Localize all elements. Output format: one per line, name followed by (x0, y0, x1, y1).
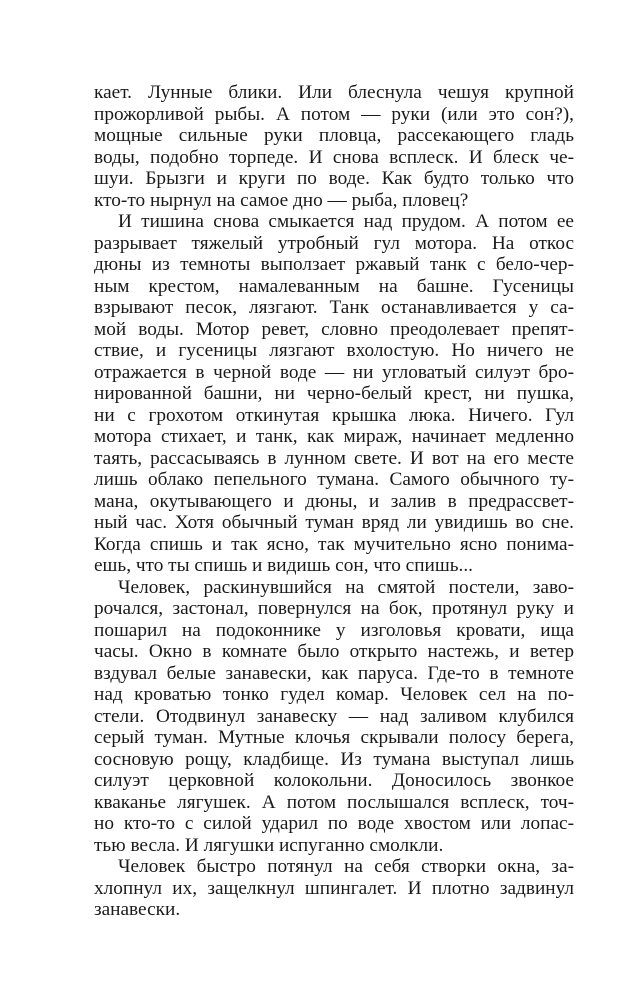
text-line: серый туман. Мутные клочья скрывали полосу берега, (94, 727, 574, 748)
text-line: сосновую рощу, кладбище. Из тумана выступал лишь (94, 748, 574, 770)
paragraph (94, 82, 574, 211)
text-line: Человек, раскинувшийся на смятой постели, заво- (118, 576, 574, 598)
text-line: взрывают песок, лязгают. Танк останавливается у са- (94, 297, 574, 318)
text-line: кает. Лунные блики. Или блеснула чешуя крупной (94, 82, 574, 103)
text-line: Человек быстро потянул на себя створки окна, за- (118, 856, 574, 877)
text-line: ствие, и гусеницы лязгают вхолостую. Но ничего не (94, 340, 574, 361)
text-line: мой воды. Мотор ревет, словно преодолевает препят- (94, 318, 574, 340)
text-line: И тишина снова смыкается над прудом. А потом ее (118, 211, 574, 232)
text-line: но кто-то с силой ударил по воде хвостом или лопас- (94, 813, 574, 834)
paragraph (94, 856, 574, 921)
text-line: таять, рассасываясь в лунном свете. И вот на его месте (94, 447, 574, 469)
text-line: пошарил на подоконнике у изголовья кровати, ища (94, 619, 574, 641)
text-line: стели. Отодвинул занавеску — над заливом клубился (94, 705, 574, 727)
text-line: ным крестом, намалеванным на башне. Гусеницы (94, 275, 574, 297)
text-line: дюны из темноты выползает ржавый танк с бело-чер- (94, 254, 574, 275)
text-line: кваканье лягушек. А потом послышался всплеск, точ- (94, 791, 574, 813)
text-line: прожорливой рыбы. А потом — руки (или это сон?), (94, 103, 574, 125)
text-line: мощные сильные руки пловца, рассекающего гладь (94, 125, 574, 146)
text-line: ешь, что ты спишь и видишь сон, что спишь... (94, 555, 473, 576)
text-line: ни с грохотом откинутая крышка люка. Ничего. Гул (94, 404, 574, 426)
text-line: рочался, застонал, повернулся на бок, протянул руку и (94, 598, 574, 619)
text-line: занавески. (94, 899, 181, 920)
text-line: хлопнул их, защелкнул шпингалет. И плотно задвинул (94, 877, 574, 899)
text-line: Когда спишь и так ясно, так мучительно ясно понима- (94, 533, 574, 555)
paragraph (94, 577, 574, 857)
text-line: тью весла. И лягушки испуганно смолкли. (94, 834, 444, 856)
text-line: ный час. Хотя обычный туман вряд ли увидишь во сне. (94, 512, 574, 533)
text-line: разрывает тяжелый утробный гул мотора. На откос (94, 232, 574, 254)
text-line: над кроватью тонко гудел комар. Человек сел на по- (94, 684, 574, 705)
text-line: мана, окутывающего и дюны, и залив в предрассвет- (94, 490, 574, 512)
text-line: лишь облако пепельного тумана. Самого обычного ту- (94, 469, 574, 490)
text-line: часы. Окно в комнате было открыто настежь, и ветер (94, 641, 574, 662)
text-line: вздувал белые занавески, как паруса. Где-то в темноте (94, 662, 574, 684)
text-line: кто-то нырнул на самое дно — рыба, пловец? (94, 189, 469, 211)
text-line: отражается в черной воде — ни угловатый силуэт бро- (94, 361, 574, 383)
paragraph (94, 211, 574, 577)
text-line: силуэт церковной колокольни. Доносилось звонкое (94, 770, 574, 791)
book-page (94, 82, 574, 921)
text-line: воды, подобно торпеде. И снова всплеск. И блеск че- (94, 146, 574, 168)
text-line: шуи. Брызги и круги по воде. Как будто только что (94, 168, 574, 189)
text-line: нированной башни, ни черно-белый крест, ни пушка, (94, 383, 574, 404)
text-line: мотора стихает, и танк, как мираж, начинает медленно (94, 426, 574, 447)
